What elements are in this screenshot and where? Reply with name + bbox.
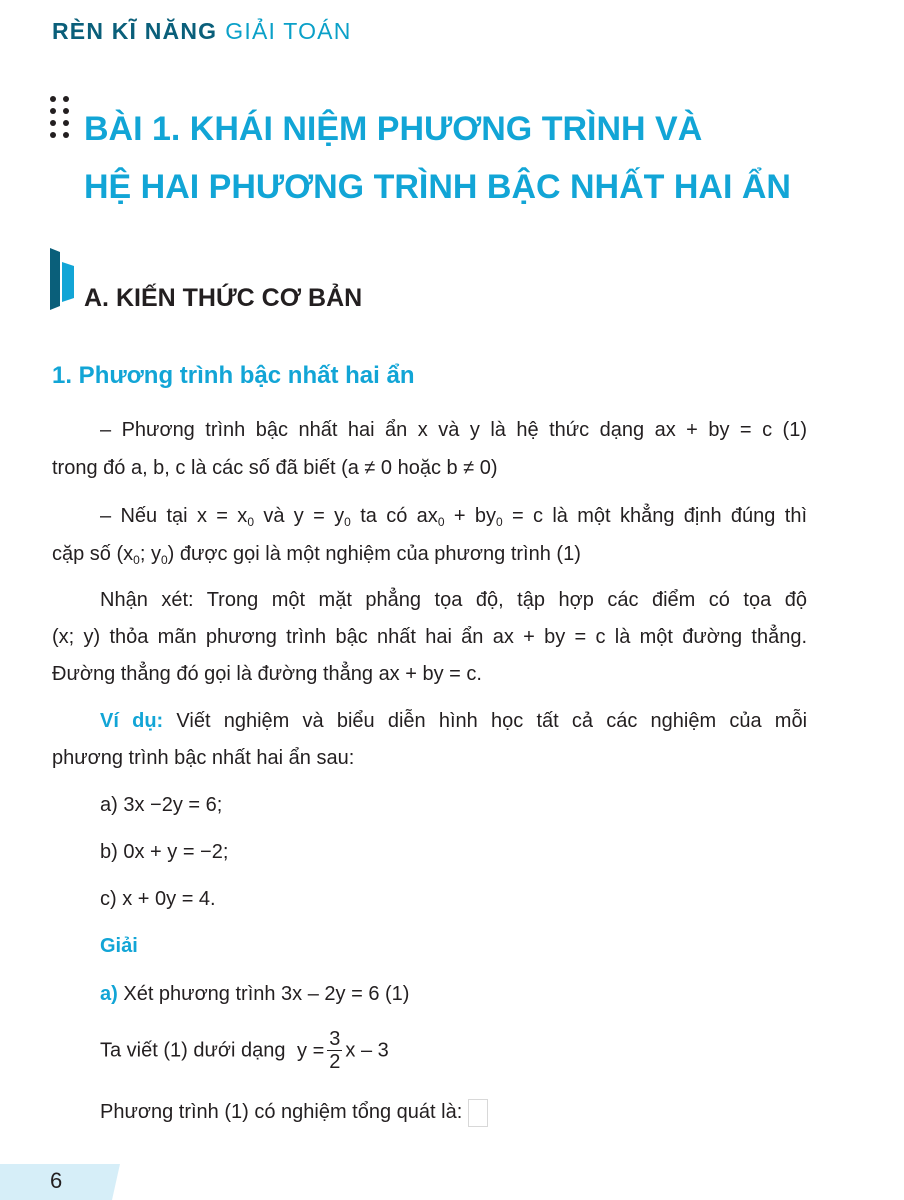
subsection-title: 1. Phương trình bậc nhất hai ẩn [52, 362, 415, 389]
example-label: Ví dụ: [100, 710, 164, 732]
general-solution-line: Phương trình (1) có nghiệm tổng quát là: [100, 1094, 488, 1130]
exercise-item-c: c) x + 0y = 4. [100, 888, 216, 910]
solution-line: a) Xét phương trình 3x – 2y = 6 (1) [100, 983, 410, 1005]
solution-label: Giải [100, 935, 138, 957]
bullet-dots-icon [50, 96, 74, 138]
example-line: Ví dụ: Viết nghiệm và biểu diễn hình học tất cả các nghiệm của mỗi [100, 710, 808, 732]
lesson-title-line1: BÀI 1. KHÁI NIỆM PHƯƠNG TRÌNH VÀ [84, 110, 703, 148]
exercise-item-b: b) 0x + y = −2; [100, 841, 229, 863]
paragraph-line: Đường thẳng đó gọi là đường thẳng ax + by = c. [52, 663, 482, 685]
section-title: A. KIẾN THỨC CƠ BẢN [84, 284, 363, 312]
paragraph-line: cặp số ($x_0$; $y_0$) được gọi là một nghiệm của phương trình (1) [52, 543, 581, 567]
paragraph-line: trong đó a, b, c là các số đã biết (a ≠ 0 hoặc b ≠ 0) [52, 457, 498, 479]
exercise-item-a: a) 3x −2y = 6; [100, 794, 223, 816]
paragraph-line: – Nếu tại $x = x_0$ và $y = y_0$ ta có $ax_0 + by_0 = c$ là một khẳng định đúng thì [100, 505, 807, 529]
page-number: 6 [50, 1168, 63, 1193]
paragraph-line: (x; y) thỏa mãn phương trình bậc nhất hai ẩn ax + by = c là một đường thẳng. [52, 626, 807, 648]
series-title-light: GIẢI TOÁN [225, 18, 352, 44]
lesson-title [84, 100, 791, 216]
series-title-bold: RÈN KĨ NĂNG [52, 18, 218, 44]
lesson-title-line2: HỆ HAI PHƯƠNG TRÌNH BẬC NHẤT HAI ẨN [84, 168, 791, 206]
formula-placeholder [468, 1099, 488, 1127]
example-line: phương trình bậc nhất hai ẩn sau: [52, 747, 355, 769]
book-header [52, 18, 352, 45]
solution-part-label: a) [100, 983, 118, 1005]
paragraph-line: Nhận xét: Trong một mặt phẳng tọa độ, tập hợp các điểm có tọa độ [100, 589, 807, 611]
paragraph-line: – Phương trình bậc nhất hai ẩn x và y là hệ thức dạng ax + by = c (1) [100, 419, 807, 441]
section-marker-icon [50, 248, 80, 310]
fraction-three-halves: $\frac{3}{2}$ [329, 1028, 341, 1073]
rewrite-line: Ta viết (1) dưới dạng y = $\frac{3}{2}$ x – 3 [100, 1028, 389, 1073]
